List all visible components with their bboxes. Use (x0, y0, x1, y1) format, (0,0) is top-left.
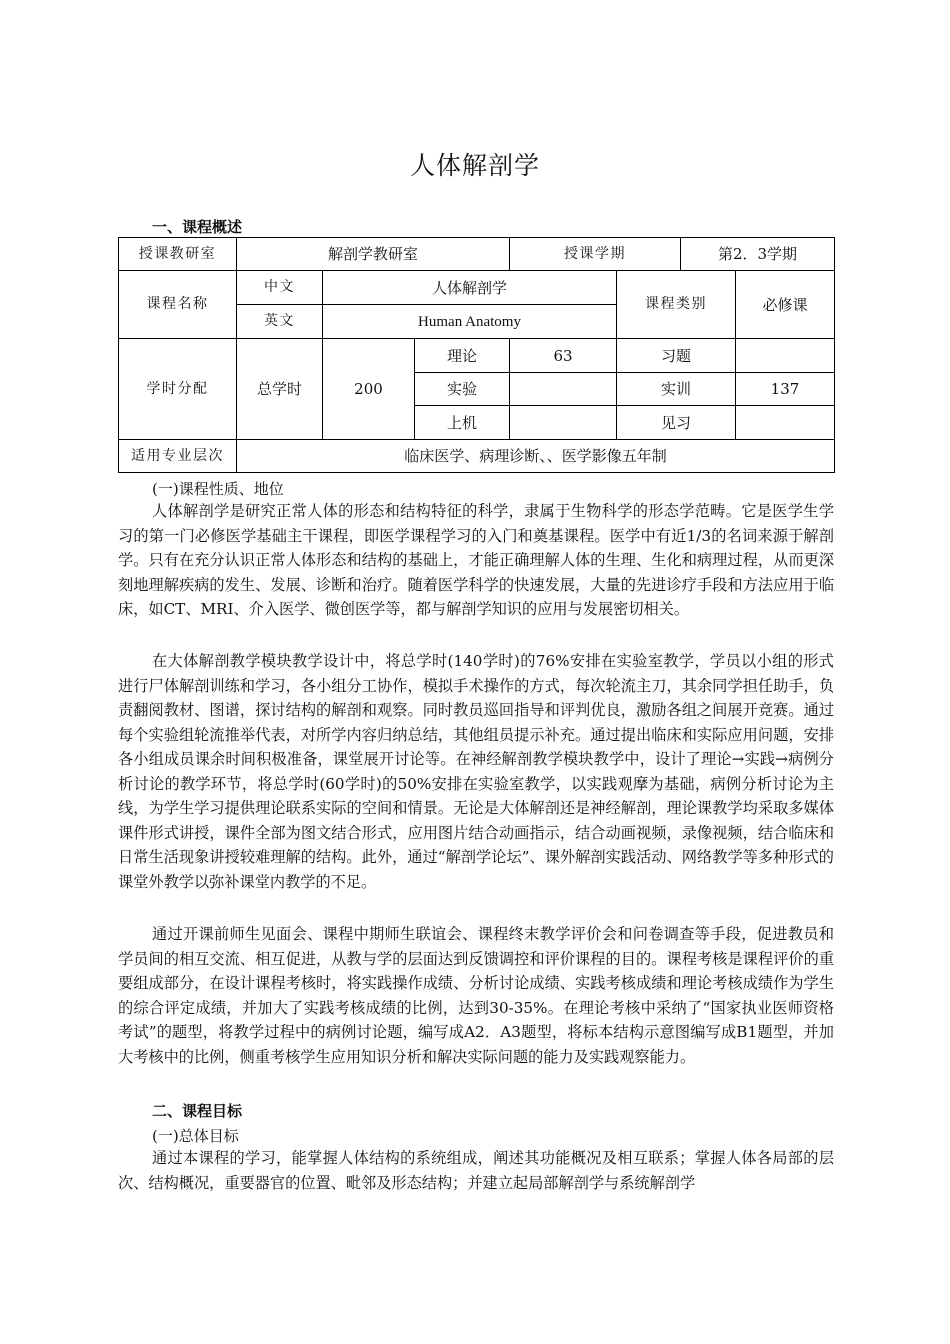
table-row (119, 238, 835, 271)
english-name-value: Human Anatomy (323, 305, 617, 339)
dept-label: 授课教研室 (119, 238, 237, 271)
table-row (119, 271, 835, 305)
section-heading-goals: 二、课程目标 (152, 1102, 243, 1120)
theory-label: 理论 (415, 339, 510, 373)
total-hours-label: 总学时 (237, 339, 323, 440)
course-name-label: 课程名称 (119, 271, 237, 339)
paragraph-course-nature: 人体解剖学是研究正常人体的形态和结构特征的科学，隶属于生物科学的形态学范畴。它是医学生学习的第一门必修医学基础主干课程，即医学课程学习的入门和奠基课程。医学中有近1/3的名词来源于解剖学。只有在充分认识正常人体形态和结构的基础上，才能正确理解人体的生理、生化和病理过程，从而更深刻地理解疾病的发生、发展、诊断和治疗。随着医学科学的快速发展，大量的先进诊疗手段和方法应用于临床，如CT、MRI、介入医学、微创医学等，都与解剖学知识的应用与发展密切相关。 (118, 502, 834, 618)
computer-value (510, 406, 617, 440)
lab-value (510, 373, 617, 406)
training-value: 137 (736, 373, 835, 406)
paragraph-evaluation: 通过开课前师生见面会、课程中期师生联谊会、课程终末教学评价会和问卷调查等手段，促进教员和学员间的相互交流、相互促进，从教与学的层面达到反馈调控和评价课程的目的。课程考核是课程评价的重要组成部分，在设计课程考核时，将实践操作成绩、分析讨论成绩、实践考核成绩和理论考核成绩作为学生的综合评定成绩，并加大了实践考核成绩的比例，达到30-35%。在理论考核中采纳了“国家执业医师资格考试”的题型，将教学过程中的病例讨论题，编写成A2．A3题型，将标本结构示意图编写成B1题型，并加大考核中的比例，侧重考核学生应用知识分析和解决实际问题的能力及实践观察能力。 (118, 925, 834, 1066)
english-label: 英文 (237, 305, 323, 339)
document-title: 人体解剖学 (409, 151, 540, 180)
paragraph-teaching-design: 在大体解剖教学模块教学设计中，将总学时(140学时)的76%安排在实验室教学，学员以小组的形式进行尸体解剖训练和学习，各小组分工协作，模拟手术操作的方式，每次轮流主刀，其余同学担任助手，负责翻阅教材、图谱，探讨结构的解剖和观察。同时教员巡回指导和评判优良，激励各组之间展开竞赛。通过每个实验组轮流推举代表，对所学内容归纳总结，其他组员提示补充。通过提出临床和实际应用问题，安排各小组成员课余时间积极准备，课堂展开讨论等。在神经解剖教学模块教学中，设计了理论→实践→病例分析讨论的教学环节，将总学时(60学时)的50%安排在实验室教学，以实践观摩为基础，病例分析讨论为主线，为学生学习提供理论联系实际的空间和情景。无论是大体解剖还是神经解剖，理论课教学均采取多媒体课件形式讲授，课件全部为图文结合形式，应用图片结合动画指示，结合动画视频，录像视频，结合临床和日常生活现象讲授较难理解的结构。此外，通过“解剖学论坛”、课外解剖实践活动、网络教学等多种形式的课堂外教学以弥补课堂内教学的不足。 (118, 652, 834, 891)
chinese-label: 中文 (237, 271, 323, 305)
lab-label: 实验 (415, 373, 510, 406)
subheading-overall-goal: (一)总体目标 (152, 1127, 239, 1145)
table-row (119, 339, 835, 373)
course-type-label: 课程类别 (617, 271, 736, 339)
theory-value: 63 (510, 339, 617, 373)
observe-value (736, 406, 835, 440)
course-type-value: 必修课 (736, 271, 835, 339)
subheading-course-nature: (一)课程性质、地位 (152, 480, 284, 498)
table-row (119, 440, 835, 473)
term-value: 第2．3学期 (681, 238, 835, 271)
exercise-label: 习题 (617, 339, 736, 373)
section-heading-overview: 一、课程概述 (152, 218, 243, 236)
chinese-name-value: 人体解剖学 (323, 271, 617, 305)
paragraph-overall-goal: 通过本课程的学习，能掌握人体结构的系统组成，阐述其功能概况及相互联系；掌握人体各局部的层次、结构概况，重要器官的位置、毗邻及形态结构；并建立起局部解剖学与系统解剖学 (118, 1149, 834, 1192)
hours-label: 学时分配 (119, 339, 237, 440)
total-hours-value: 200 (323, 339, 415, 440)
training-label: 实训 (617, 373, 736, 406)
course-overview-table (118, 237, 835, 473)
computer-label: 上机 (415, 406, 510, 440)
applicable-majors-value: 临床医学、病理诊断、、医学影像五年制 (237, 440, 835, 473)
dept-value: 解剖学教研室 (237, 238, 510, 271)
observe-label: 见习 (617, 406, 736, 440)
term-label: 授课学期 (510, 238, 681, 271)
applicable-majors-label: 适用专业层次 (119, 440, 237, 473)
exercise-value (736, 339, 835, 373)
